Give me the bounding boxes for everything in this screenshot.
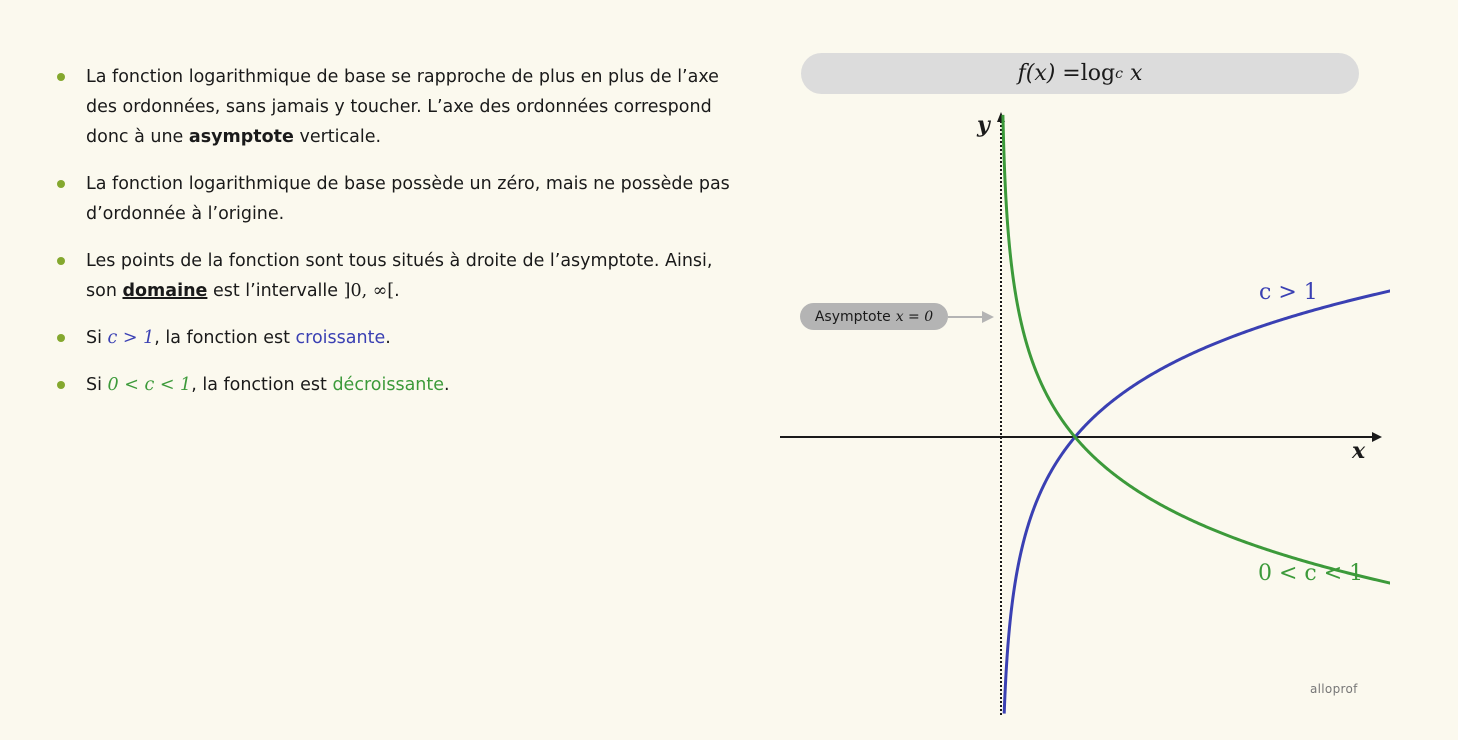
list-item	[52, 323, 742, 353]
asymptote-term: asymptote	[188, 127, 294, 147]
bullet-icon	[57, 73, 65, 81]
formula-arg: x	[1129, 61, 1143, 86]
domaine-link[interactable]: domaine	[122, 281, 208, 301]
item-text: .	[394, 281, 400, 301]
formula-lhs: f(x) =	[1017, 61, 1081, 86]
asymptote-word: Asymptote	[814, 308, 891, 325]
curve-decreasing	[1003, 115, 1390, 583]
list-item	[52, 62, 742, 152]
bullet-icon	[57, 381, 65, 389]
list-item	[52, 370, 742, 400]
formula-log: log	[1080, 61, 1116, 86]
croissante-term: croissante	[295, 328, 386, 348]
properties-list	[52, 62, 742, 417]
list-item	[52, 246, 742, 306]
list-item	[52, 169, 742, 229]
item-text: Les points de la fonction sont tous situés à droite de l’asymptote. Ainsi, son	[86, 251, 713, 301]
item-text: .	[385, 328, 391, 348]
condition-decreasing: 0 < c < 1	[107, 375, 192, 395]
log-graph	[770, 100, 1390, 720]
item-text: , la fonction est	[154, 328, 296, 348]
asymptote-label	[800, 303, 948, 330]
y-axis-label: y	[977, 112, 990, 138]
asymptote-equation: x = 0	[895, 308, 934, 325]
bullet-icon	[57, 334, 65, 342]
item-text: , la fonction est	[191, 375, 333, 395]
label-c-greater-1: c > 1	[1259, 280, 1318, 305]
x-axis-label: x	[1352, 438, 1366, 464]
item-text: La fonction logarithmique de base se rapproche de plus en plus de l’axe des ordonnées, sans jamais y toucher. L’axe des ordonnées correspond donc à une	[86, 67, 719, 147]
item-text: .	[444, 375, 450, 395]
item-text: Si	[86, 375, 108, 395]
brand-logo: alloprof	[1310, 682, 1358, 696]
label-c-between-0-1: 0 < c < 1	[1258, 561, 1364, 586]
domain-interval: ]0, ∞[	[343, 281, 395, 301]
formula-banner	[801, 53, 1359, 94]
item-text: est l’intervalle	[207, 281, 344, 301]
formula-base: c	[1115, 65, 1123, 82]
decroissante-term: décroissante	[332, 375, 445, 395]
item-text: verticale.	[293, 127, 382, 147]
bullet-icon	[57, 180, 65, 188]
curve-increasing	[1004, 291, 1390, 714]
condition-increasing: c > 1	[107, 328, 155, 348]
item-text: La fonction logarithmique de base possède un zéro, mais ne possède pas d’ordonnée à l’origine.	[86, 174, 730, 224]
bullet-icon	[57, 257, 65, 265]
item-text: Si	[86, 328, 108, 348]
